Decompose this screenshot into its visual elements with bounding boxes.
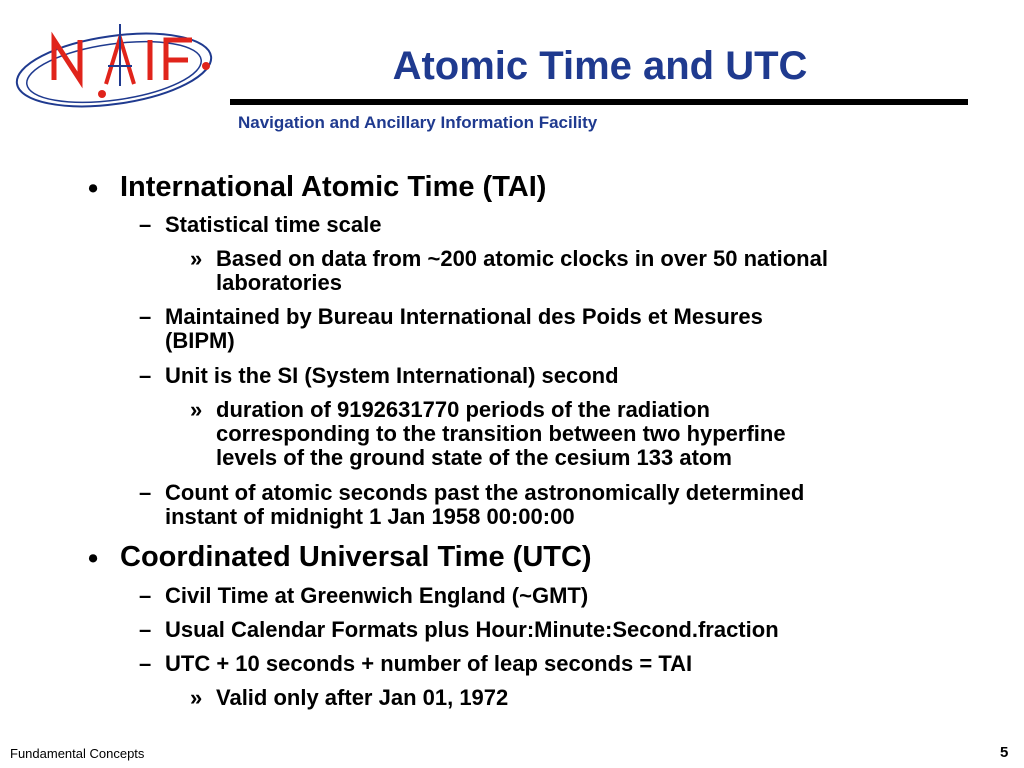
sub-bullet-statistical: Statistical time scale	[165, 212, 382, 237]
sub-sub-bullet-line: levels of the ground state of the cesium 133 atom	[216, 445, 732, 470]
chevron-marker: »	[190, 397, 203, 422]
sub-bullet-calendar-formats: Usual Calendar Formats plus Hour:Minute:Second.fraction	[165, 617, 779, 642]
dash-marker: –	[139, 651, 152, 676]
dash-marker: –	[139, 212, 152, 237]
sub-bullet-si-unit: Unit is the SI (System International) second	[165, 363, 619, 388]
sub-sub-bullet-line: corresponding to the transition between two hyperfine	[216, 421, 786, 446]
chevron-marker: »	[190, 246, 203, 271]
sub-bullet-civil-time: Civil Time at Greenwich England (~GMT)	[165, 583, 589, 608]
bullet-tai: International Atomic Time (TAI)	[120, 171, 547, 203]
bullet-marker: •	[88, 543, 99, 575]
facility-subtitle: Navigation and Ancillary Information Facility	[238, 113, 598, 132]
sub-sub-bullet-line: duration of 9192631770 periods of the radiation	[216, 397, 710, 422]
bullet-marker: •	[88, 173, 99, 205]
sub-sub-bullet-valid-after: Valid only after Jan 01, 1972	[216, 685, 509, 710]
footer-section-label: Fundamental Concepts	[10, 746, 145, 761]
dash-marker: –	[139, 583, 152, 608]
sub-bullet-line: (BIPM)	[165, 328, 235, 353]
page-title: Atomic Time and UTC	[392, 44, 808, 88]
chevron-marker: »	[190, 685, 203, 710]
dash-marker: –	[139, 363, 152, 388]
sub-sub-bullet-line: Based on data from ~200 atomic clocks in over 50 national	[216, 246, 828, 271]
dash-marker: –	[139, 304, 152, 329]
sub-bullet-line: instant of midnight 1 Jan 1958 00:00:00	[165, 504, 575, 529]
bullet-utc: Coordinated Universal Time (UTC)	[120, 541, 592, 573]
sub-sub-bullet-line: laboratories	[216, 270, 342, 295]
sub-bullet-leap-seconds: UTC + 10 seconds + number of leap seconds = TAI	[165, 651, 693, 676]
dash-marker: –	[139, 617, 152, 642]
dash-marker: –	[139, 480, 152, 505]
sub-bullet-line: Count of atomic seconds past the astronomically determined	[165, 480, 805, 505]
sub-bullet-line: Maintained by Bureau International des Poids et Mesures	[165, 304, 763, 329]
page-number: 5	[1000, 744, 1009, 761]
